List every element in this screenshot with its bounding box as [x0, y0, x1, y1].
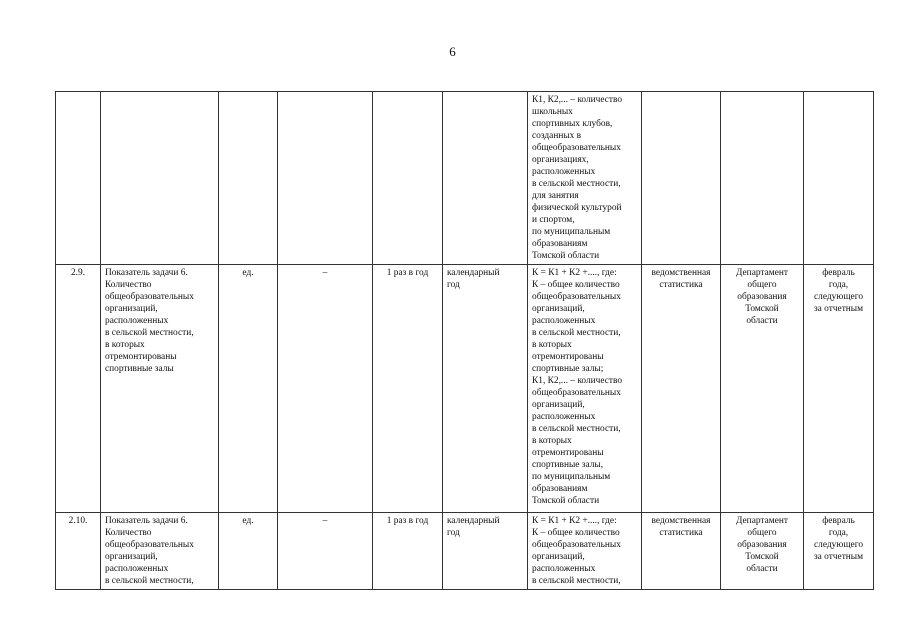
cell-period: [443, 92, 528, 265]
cell-number: [56, 92, 101, 265]
table-row: [56, 92, 874, 265]
cell-dash: –: [278, 265, 373, 513]
page-number: 6: [449, 44, 456, 59]
cell-indicator-name: Показатель задачи 6. Количество общеобразовательных организаций, расположенных в сельской местности, в которых отремонтированы спортивные залы: [101, 265, 219, 513]
cell-dash: –: [278, 513, 373, 590]
table-row: [56, 513, 874, 590]
cell-unit: ед.: [219, 513, 278, 590]
cell-deadline: февраль года, следующего за отчетным: [804, 513, 874, 590]
cell-responsible: [721, 92, 804, 265]
cell-deadline: [804, 92, 874, 265]
cell-source: [642, 92, 721, 265]
cell-indicator-name: Показатель задачи 6. Количество общеобразовательных организаций, расположенных в сельской местности,: [101, 513, 219, 590]
cell-source: ведомственная статистика: [642, 265, 721, 513]
cell-formula: К = К1 + К2 +...., где: К – общее количество общеобразовательных организаций, расположенных в сельской местности, в которых отремонтированы спортивные залы; К1, К2,... – количество общеобразовательных организаций, расположенных в сельской местности, в которых отремонтированы спортивные залы, по муниципальным образованиям Томской области: [528, 265, 642, 513]
cell-frequency: 1 раз в год: [373, 265, 443, 513]
indicators-table: [55, 91, 874, 590]
cell-source: ведомственная статистика: [642, 513, 721, 590]
table-row: [56, 265, 874, 513]
cell-unit: [219, 92, 278, 265]
cell-formula: К1, К2,... – количество школьных спортивных клубов, созданных в общеобразовательных организациях, расположенных в сельской местности, для занятия физической культурой и спортом, по муниципальным образованиям Томской области: [528, 92, 642, 265]
cell-number: 2.9.: [56, 265, 101, 513]
cell-indicator-name: [101, 92, 219, 265]
cell-responsible: Департамент общего образования Томской области: [721, 265, 804, 513]
cell-frequency: 1 раз в год: [373, 513, 443, 590]
cell-deadline: февраль года, следующего за отчетным: [804, 265, 874, 513]
cell-number: 2.10.: [56, 513, 101, 590]
cell-responsible: Департамент общего образования Томской области: [721, 513, 804, 590]
cell-unit: ед.: [219, 265, 278, 513]
cell-formula: К = К1 + К2 +...., где: К – общее количество общеобразовательных организаций, расположенных в сельской местности,: [528, 513, 642, 590]
cell-frequency: [373, 92, 443, 265]
cell-dash: [278, 92, 373, 265]
cell-period: календарный год: [443, 265, 528, 513]
cell-period: календарный год: [443, 513, 528, 590]
